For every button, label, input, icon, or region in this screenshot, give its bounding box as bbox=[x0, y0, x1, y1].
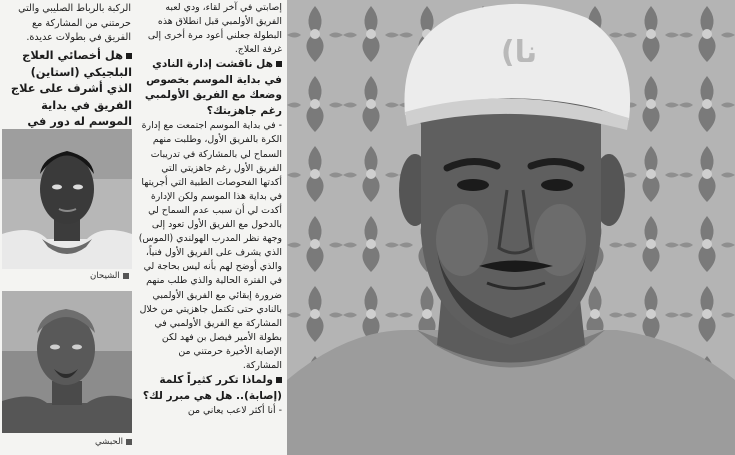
photo-caption: الشيحان bbox=[90, 271, 129, 281]
middle-column bbox=[138, 0, 284, 455]
article-body bbox=[138, 1, 282, 418]
bullet-square-icon bbox=[126, 53, 132, 59]
caption-bullet-icon bbox=[126, 439, 132, 445]
left-column bbox=[0, 0, 135, 455]
bullet-square-icon bbox=[276, 377, 282, 383]
paragraph: إصابتي في آخر لقاء، ودي لعبه الفريق الأولمبي قبل انطلاق هذه البطولة جعلني أعود مرة أخرى إلى غرفة العلاج. bbox=[147, 2, 282, 56]
main-photo-player-portrait bbox=[287, 0, 735, 455]
photo-player-shihan bbox=[2, 129, 132, 269]
question-heading: ولماذا تكرر كثيراً كلمة (إصابة).. هل هي مبرر لك؟ bbox=[142, 374, 282, 402]
question-heading: هل ناقشت إدارة النادي في بداية الموسم بخصوص وضعك مع الفريق الأولمبي رغم جاهزيتك؟ bbox=[144, 58, 282, 117]
caption-bullet-icon bbox=[123, 273, 129, 279]
question-text: هل أخصائي العلاج البلجيكي (استاين) الذي أشرف على علاج الفريق في بداية الموسم له دور في bbox=[10, 48, 132, 128]
intro-text: الركبة بالرباط الصليبي والتي حرمتني من المشاركة مع الفريق في بطولات عديدة. bbox=[18, 3, 131, 43]
photo-player-habashi bbox=[2, 291, 132, 433]
bullet-square-icon bbox=[276, 61, 282, 67]
cap-lettering: (نا bbox=[500, 35, 538, 70]
paragraph: - أنا أكثر لاعب يعاني من bbox=[187, 405, 282, 417]
paragraph: - في بداية الموسم اجتمعت مع إدارة الكرة بالفريق الأول، وطلبت منهم السماح لي بالمشاركة في تدريبات الفريق الأول رغم جاهزيتي التي أكدتها الفحوصات الطبية التي أجريتها في بداية هذا الموسم ولكن الإدارة أكدت لي أن سبب عدم السماح لي بالدخول مع الفريق الأول تعود إلى وجهة نظر المدرب الهولندي (الموس) الذي يشرف على الفريق الأول فنياً، والذي أوضح لهم بأنه ليس بحاجة لي في الفترة الحالية والذي طلب منهم ضرورة إبقائي مع الفريق الأولمبي بالنادي حتى تكتمل جاهزيتي من خلال المشاركة مع الفريق الأولمبي في بطولة الأمير فيصل بن فهد لكن الإصابة الأخيرة حرمتني من المشاركة. bbox=[138, 120, 282, 371]
photo-caption: الحبشي bbox=[95, 437, 132, 447]
